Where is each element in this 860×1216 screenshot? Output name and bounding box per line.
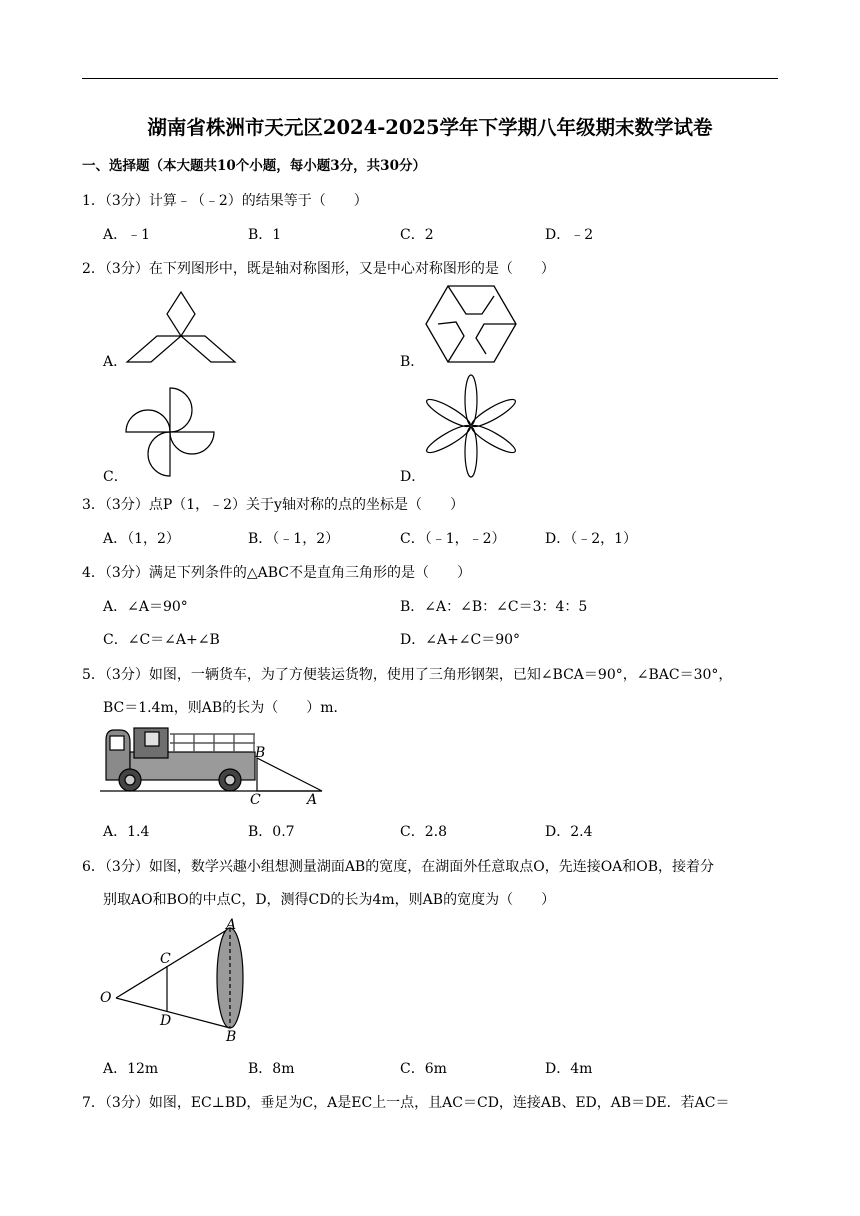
q2-option-d-label[interactable]: D．	[400, 469, 426, 485]
question-5-stem-line2: BC＝1.4m，则AB的长为（ ）m．	[103, 700, 348, 716]
q2-figure-d-six-petal-flower-icon[interactable]	[424, 374, 518, 478]
question-5-stem-line1: 5．（3分）如图，一辆货车，为了方便装运货物，使用了三角形钢架，已知∠BCA＝90°，∠BAC＝30°，	[82, 667, 733, 683]
q6-label-d: D	[160, 1013, 172, 1029]
q5-option-d[interactable]: D．2.4	[545, 824, 593, 840]
q3-option-a[interactable]: A．（1，2）	[103, 531, 180, 547]
question-6-stem-line2: 别取AO和BO的中点C，D，测得CD的长为4m，则AB的宽度为（ ）	[103, 892, 556, 908]
q6-option-b[interactable]: B．8m	[248, 1061, 295, 1077]
q1-option-d[interactable]: D．﹣2	[545, 227, 594, 243]
q6-option-d[interactable]: D．4m	[545, 1061, 593, 1077]
q4-option-c[interactable]: C．∠C＝∠A+∠B	[103, 632, 220, 648]
q2-option-c-label[interactable]: C．	[103, 469, 128, 485]
question-4-stem: 4．（3分）满足下列条件的△ABC不是直角三角形的是（ ）	[82, 565, 471, 581]
q6-label-a: A	[226, 917, 237, 933]
page-title: 湖南省株洲市天元区2024-2025学年下学期八年级期末数学试卷	[147, 116, 713, 139]
q4-option-b[interactable]: B．∠A：∠B：∠C＝3：4：5	[400, 599, 588, 615]
q1-option-c[interactable]: C．2	[400, 227, 434, 243]
q6-label-b: B	[226, 1029, 237, 1045]
top-rule	[82, 78, 778, 79]
q6-label-o: O	[100, 990, 112, 1006]
q2-option-b-label[interactable]: B．	[400, 354, 425, 370]
question-6-stem-line1: 6．（3分）如图，数学兴趣小组想测量湖面AB的宽度，在湖面外任意取点O，先连接OA和OB，接着分	[82, 859, 715, 875]
q4-option-a[interactable]: A．∠A＝90°	[103, 599, 188, 615]
q5-option-b[interactable]: B．0.7	[248, 824, 295, 840]
q5-figure-truck-triangle	[100, 722, 330, 810]
q6-label-c: C	[160, 951, 171, 967]
q3-option-b[interactable]: B．（﹣1，2）	[248, 531, 340, 547]
q2-figure-c-pinwheel-icon[interactable]	[124, 386, 216, 478]
q2-figure-a-three-rhombus-icon[interactable]	[125, 290, 237, 366]
section-heading: 一、选择题（本大题共10个小题，每小题3分，共30分）	[82, 158, 426, 174]
q6-option-c[interactable]: C．6m	[400, 1061, 447, 1077]
question-1-stem: 1．（3分）计算﹣（﹣2）的结果等于（ ）	[82, 193, 368, 209]
question-3-stem: 3．（3分）点P（1，﹣2）关于y轴对称的点的坐标是（ ）	[82, 497, 464, 513]
q3-option-c[interactable]: C．（﹣1，﹣2）	[400, 531, 506, 547]
question-2-stem: 2．（3分）在下列图形中，既是轴对称图形，又是中心对称图形的是（ ）	[82, 261, 555, 277]
q5-label-c: C	[250, 792, 261, 808]
q5-option-c[interactable]: C．2.8	[400, 824, 447, 840]
question-7-stem: 7．（3分）如图，EC⊥BD，垂足为C，A是EC上一点，且AC＝CD，连接AB、ED，AB＝DE．若AC＝	[82, 1095, 730, 1111]
q2-figure-b-hexagon-icon[interactable]	[424, 284, 518, 366]
q6-option-a[interactable]: A．12m	[103, 1061, 159, 1077]
q5-label-a: A	[307, 792, 318, 808]
q1-option-b[interactable]: B．1	[248, 227, 282, 243]
q4-option-d[interactable]: D．∠A+∠C＝90°	[400, 632, 521, 648]
q2-option-a-label[interactable]: A．	[103, 354, 128, 370]
q5-option-a[interactable]: A．1.4	[103, 824, 150, 840]
q5-label-b: B	[255, 745, 266, 761]
q1-option-a[interactable]: A．﹣1	[103, 227, 151, 243]
q3-option-d[interactable]: D．（﹣2，1）	[545, 531, 638, 547]
